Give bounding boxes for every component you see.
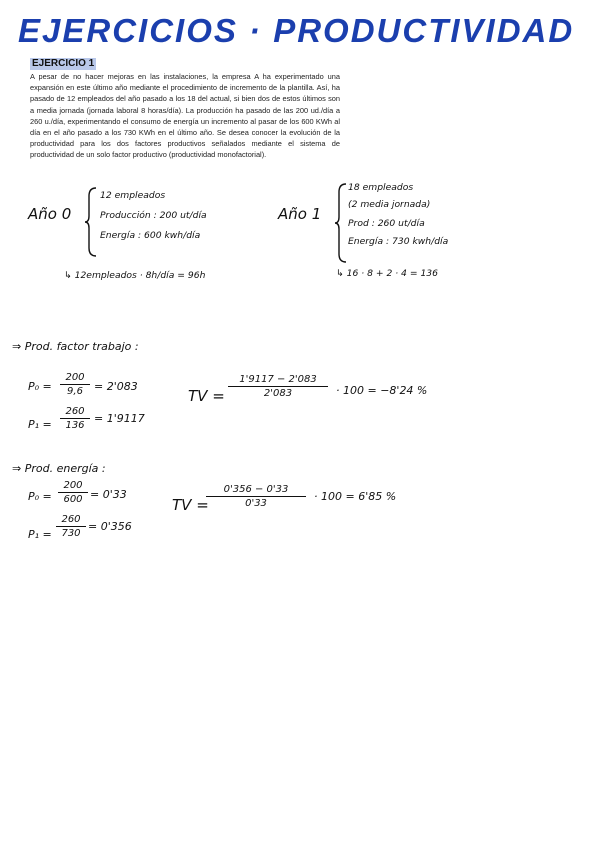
energy-p0-numerator: 200 [63,480,83,491]
labor-tv-result: · 100 = −8'24 % [336,384,428,397]
labor-heading: ⇒ Prod. factor trabajo : [12,340,139,353]
year1-line-4: Energía : 730 kwh/día [348,236,449,247]
labor-p0-result: = 2'083 [94,380,138,393]
year0-line-2: Producción : 200 ut/día [100,210,207,221]
year0-brace [84,186,98,258]
exercise-label: EJERCICIO 1 [32,58,95,69]
energy-tv-fraction [206,484,306,509]
year0-line-1: 12 empleados [100,190,166,201]
page-title: EJERCICIOS · PRODUCTIVIDAD [18,12,575,49]
energy-p1-result: = 0'356 [88,520,132,533]
year1-brace [334,182,348,264]
labor-tv-label: TV = [188,387,225,405]
exercise-statement: A pesar de no hacer mejoras en las instalaciones, la empresa A ha experimentado una expansión en este último año mediante el procedimiento de incremento de la plantilla. Así, ha pasado de 12 empleados del año pasado a los 18 del actual, si bien dos de estos últimos son a media jornada (jornada laboral 8 horas/día). La producción ha pasado de las 200 ud./día a 260 u./día, experimentando el consumo de energía un incremento al pasar de los 600 KWh al día en el año pasado a los 730 KWh en el último año. Se desea conocer la evolución de la productividad para los dos factores productivos señalados mediante el sistema de productividad de un solo factor productivo (productividad monofactorial). [30,72,340,160]
year1-label: Año 1 [278,205,322,223]
labor-tv-fraction [228,374,328,399]
year0-line-3: Energía : 600 kwh/día [100,230,201,241]
energy-tv-result: · 100 = 6'85 % [314,490,397,503]
energy-heading: ⇒ Prod. energía : [12,462,106,475]
energy-p0-fraction [58,480,88,505]
energy-tv-denominator: 0'33 [245,498,267,509]
labor-p1-result: = 1'9117 [94,412,145,425]
energy-tv-numerator: 0'356 − 0'33 [223,484,289,495]
energy-p1-fraction [56,514,86,539]
labor-p0-numerator: 200 [65,372,85,383]
energy-p1-denominator: 730 [61,528,81,539]
labor-p0-fraction [60,372,90,397]
year0-calc: ↳ 12empleados · 8h/día = 96h [64,270,206,281]
energy-p0-result: = 0'33 [90,488,127,501]
year0-label: Año 0 [28,205,72,223]
labor-p0-label: P₀ = [28,380,52,393]
labor-p1-denominator: 136 [65,420,85,431]
labor-tv-numerator: 1'9117 − 2'083 [239,374,317,385]
labor-p1-fraction [60,406,90,431]
labor-p0-denominator: 9,6 [67,386,83,397]
energy-p0-label: P₀ = [28,490,52,503]
energy-p0-denominator: 600 [63,494,83,505]
labor-tv-denominator: 2'083 [263,388,293,399]
year1-calc: ↳ 16 · 8 + 2 · 4 = 136 [336,268,438,279]
energy-p1-label: P₁ = [28,528,52,541]
labor-p1-label: P₁ = [28,418,52,431]
labor-p1-numerator: 260 [65,406,85,417]
energy-p1-numerator: 260 [61,514,81,525]
year1-line-2: (2 media jornada) [348,199,431,210]
year1-line-3: Prod : 260 ut/día [348,218,425,229]
energy-tv-label: TV = [172,496,209,514]
year1-line-1: 18 empleados [348,182,414,193]
